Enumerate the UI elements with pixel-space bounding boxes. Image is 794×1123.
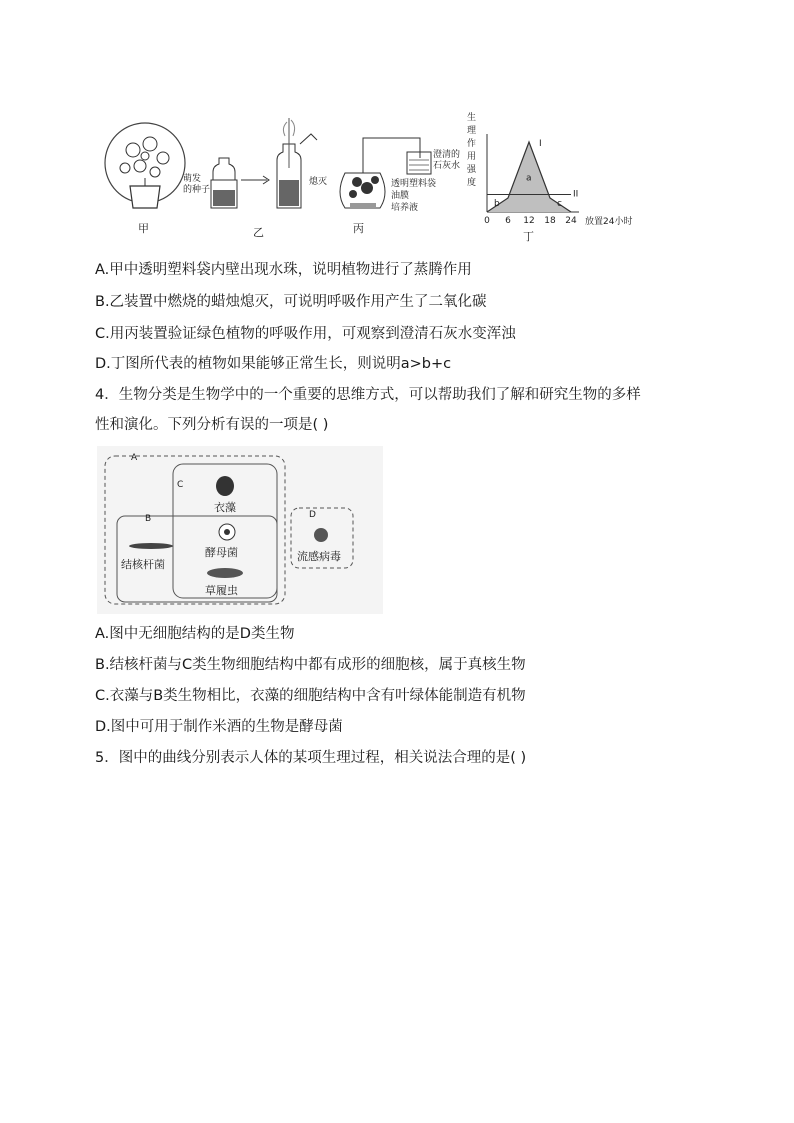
q4-stem-line1: 4．生物分类是生物学中的一个重要的思维方式，可以帮助我们了解和研究生物的多样 [95, 387, 641, 403]
jiemu-label: 酵母菌 [205, 546, 238, 559]
liugan-label: 流感病毒 [297, 550, 341, 563]
q3-option-d: D.丁图所代表的植物如果能够正常生长，则说明a>b+c [95, 356, 452, 372]
ding-region-a-label: a [526, 173, 532, 184]
q4-classification-figure [97, 446, 383, 614]
q3-figure [95, 108, 655, 243]
bing-solution-label: 培养液 [391, 203, 419, 213]
bing-apparatus [340, 138, 431, 209]
region-b-label: B [145, 514, 152, 524]
bing-oilfilm-label: 油膜 [391, 191, 410, 201]
ding-x-tick-label: 24 [565, 216, 577, 226]
q4-option-c: C.衣藻与B类生物相比，衣藻的细胞结构中含有叶绿体能制造有机物 [95, 688, 526, 704]
jia-plant-in-bag [105, 123, 185, 208]
ding-x-tick-label: 18 [544, 216, 556, 226]
yizao-label: 衣藻 [214, 501, 236, 514]
q4-option-d: D.图中可用于制作米酒的生物是酵母菌 [95, 719, 343, 735]
caolv-label: 草履虫 [205, 584, 238, 597]
ding-region-b-label: b [494, 199, 500, 209]
ding-chart [484, 134, 579, 226]
q3-figure-svg [95, 108, 655, 243]
ding-ylabel: 生 理 作 用 强 度 [467, 113, 477, 188]
q4-option-b: B.结核杆菌与C类生物细胞结构中都有成形的细胞核，属于真核生物 [95, 657, 526, 673]
ding-x-tick-label: 6 [505, 216, 511, 226]
q4-stem-line2: 性和演化。下列分析有误的一项是( ) [95, 417, 329, 433]
yi-label: 乙 [253, 226, 264, 239]
bing-limewater-label: 澄清的 石灰水 [433, 150, 461, 171]
ding-curve-1-label: I [539, 139, 542, 149]
jia-label: 甲 [138, 222, 149, 235]
yi-extinguish-label: 熄灭 [309, 177, 328, 187]
ding-label: 丁 [523, 230, 534, 243]
q5-stem: 5．图中的曲线分别表示人体的某项生理过程，相关说法合理的是( ) [95, 750, 527, 766]
region-c-label: C [177, 480, 184, 490]
jiehe-label: 结核杆菌 [121, 558, 165, 571]
bing-label: 丙 [353, 222, 364, 235]
region-d-label: D [309, 510, 316, 520]
q3-option-b: B.乙装置中燃烧的蜡烛熄灭，可说明呼吸作用产生了二氧化碳 [95, 294, 487, 310]
q3-option-a: A.甲中透明塑料袋内壁出现水珠，说明植物进行了蒸腾作用 [95, 262, 472, 278]
ding-curve-2-label: II [573, 189, 579, 200]
q4-figure-svg [97, 446, 383, 614]
bing-bag-label: 透明塑料袋 [391, 179, 437, 189]
region-a-label: A [131, 453, 138, 463]
q3-option-c: C.用丙装置验证绿色植物的呼吸作用，可观察到澄清石灰水变浑浊 [95, 326, 516, 342]
yi-seeds-label: 萌发 的种子 [183, 174, 211, 195]
yi-seed-bottle [211, 118, 317, 208]
ding-xlabel: 放置24小时 [585, 217, 633, 227]
q4-option-a: A.图中无细胞结构的是D类生物 [95, 626, 295, 642]
ding-region-c-label: c [557, 199, 562, 209]
ding-x-tick-label: 12 [523, 216, 535, 226]
ding-x-tick-label: 0 [484, 216, 490, 226]
